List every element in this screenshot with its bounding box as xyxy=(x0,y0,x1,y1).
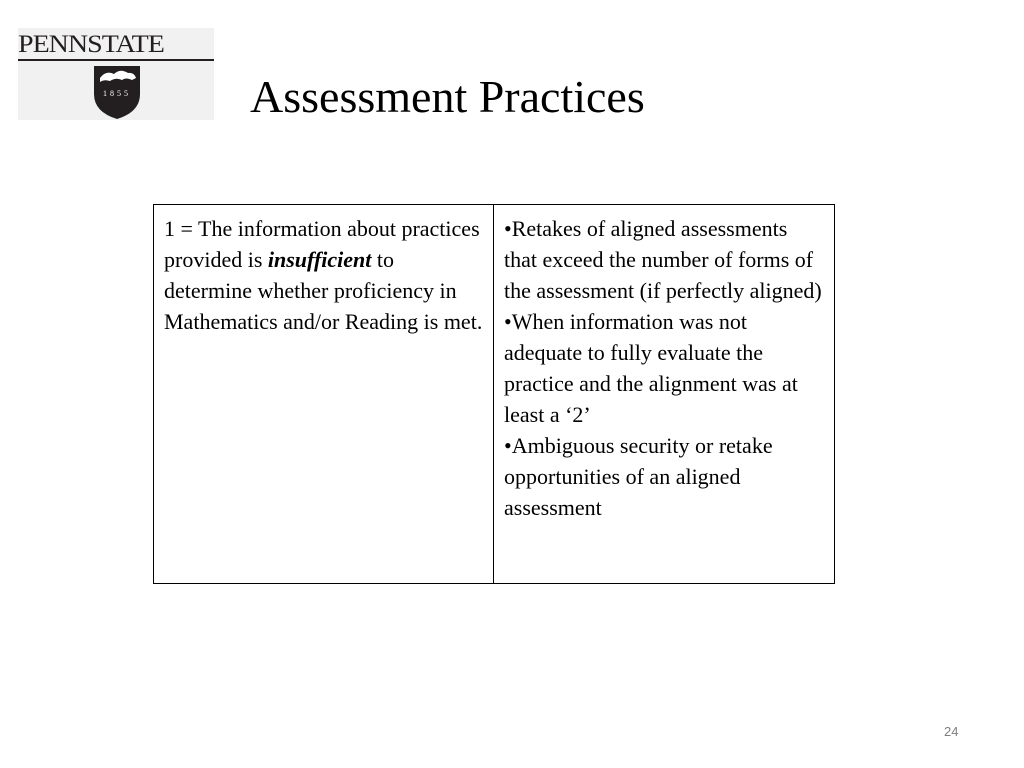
logo-wordmark: PENNSTATE xyxy=(18,30,164,59)
slide-title: Assessment Practices xyxy=(250,71,645,122)
bullet-icon: • xyxy=(504,309,512,334)
pennstate-logo xyxy=(18,28,214,120)
list-item xyxy=(504,430,824,523)
bullet-icon: • xyxy=(504,216,512,241)
page-number: 24 xyxy=(944,724,959,739)
list-item xyxy=(504,213,824,306)
list-item-text: Retakes of aligned assessments that exceed the number of forms of the assessment (if perfectly aligned) xyxy=(504,216,822,303)
assessment-table xyxy=(153,204,835,584)
table-row xyxy=(154,205,835,584)
rating-text-before: 1 = The information about practices provided is xyxy=(164,216,480,272)
rating-emphasis: insufficient xyxy=(267,247,372,272)
list-item-text: When information was not adequate to fully evaluate the practice and the alignment was at least a ‘2’ xyxy=(504,309,798,427)
rating-text-after: to determine whether proficiency in Mathematics and/or Reading is met. xyxy=(164,247,483,334)
list-item-text: Ambiguous security or retake opportunities of an aligned assessment xyxy=(504,433,773,520)
logo-year: 1855 xyxy=(103,89,131,98)
logo-rule xyxy=(18,59,214,61)
rating-description-cell xyxy=(154,205,494,584)
criteria-list-cell xyxy=(494,205,835,584)
nittany-lion-shield-icon xyxy=(92,64,142,120)
list-item xyxy=(504,306,824,430)
bullet-icon: • xyxy=(504,433,512,458)
